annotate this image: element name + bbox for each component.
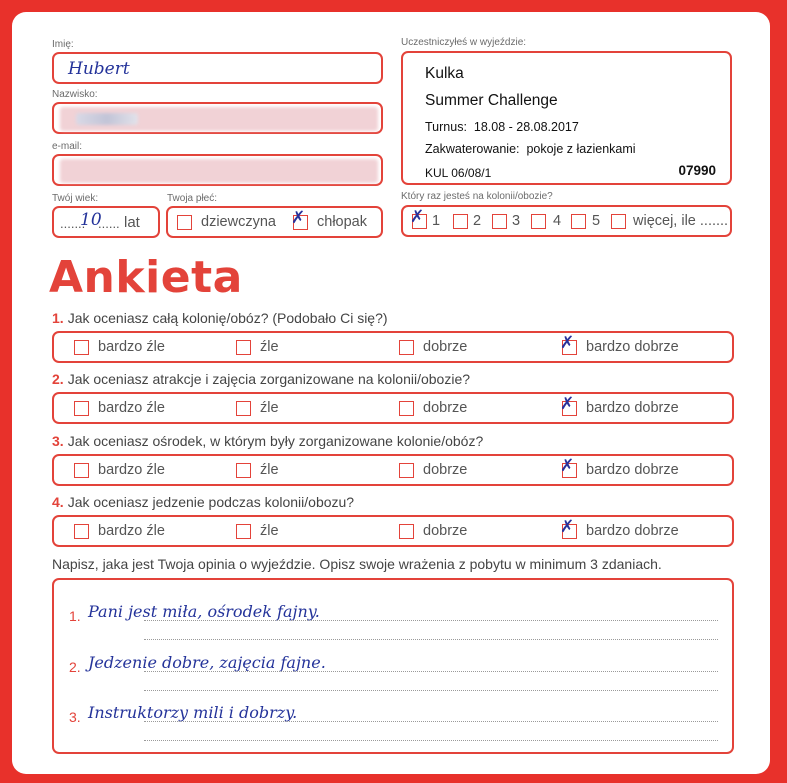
first-name-value: Hubert [68, 59, 130, 79]
rating-option-label: bardzo dobrze [586, 400, 679, 416]
visits-checkbox-3[interactable] [492, 214, 507, 229]
last-name-label: Nazwisko: [52, 89, 98, 100]
check-mark-icon: ✗ [560, 333, 575, 353]
age-label: Twój wiek: [52, 193, 99, 204]
first-name-field[interactable] [52, 52, 383, 84]
rating-option-label: bardzo źle [98, 523, 165, 539]
rating-option-label: bardzo źle [98, 462, 165, 478]
visits-option-2: 2 [473, 213, 482, 229]
question-3-text [52, 433, 483, 449]
rating-option-label: dobrze [423, 339, 468, 355]
question-label: Jak oceniasz całą kolonię/obóz? (Podobało Ci się?) [67, 310, 388, 326]
check-mark-icon: ✗ [560, 394, 575, 414]
question-2-text [52, 371, 470, 387]
visits-option-3: 3 [512, 213, 521, 229]
check-mark-icon: ✗ [410, 207, 425, 227]
rating-option-label: źle [260, 523, 279, 539]
question-label: Jak oceniasz ośrodek, w którym były zorganizowane kolonie/obóz? [67, 433, 484, 449]
rating-checkbox[interactable] [236, 401, 251, 416]
question-number: 1. [52, 310, 64, 326]
gender-checkbox-girl[interactable] [177, 215, 192, 230]
gender-option-girl: dziewczyna [201, 214, 276, 230]
visits-option-4: 4 [553, 213, 562, 229]
rating-checkbox[interactable] [74, 401, 89, 416]
page-title: Ankieta [49, 252, 243, 303]
rating-checkbox[interactable] [236, 524, 251, 539]
writing-line [144, 740, 718, 741]
check-mark-icon: ✗ [291, 208, 306, 228]
opinion-line-number: 3. [69, 709, 81, 725]
redacted-name [76, 113, 138, 125]
writing-line [144, 721, 718, 722]
visits-checkbox-5[interactable] [571, 214, 586, 229]
trip-info-box [401, 51, 732, 185]
gender-label: Twoja płeć: [167, 193, 218, 204]
visits-option-more: więcej, ile ....... [633, 213, 729, 229]
writing-line [144, 690, 718, 691]
trip-label: Uczestniczyłeś w wyjeździe: [401, 37, 527, 48]
question-label: Jak oceniasz atrakcje i zajęcia zorganizowane na kolonii/obozie? [67, 371, 471, 387]
email-label: e-mail: [52, 141, 83, 152]
age-unit: lat [124, 214, 140, 231]
first-name-label: Imię: [52, 39, 74, 50]
rating-checkbox[interactable] [399, 401, 414, 416]
trip-accommodation: Zakwaterowanie: pokoje z łazienkami [425, 142, 636, 156]
last-name-field[interactable] [52, 102, 383, 134]
visits-option-5: 5 [592, 213, 601, 229]
writing-line [144, 671, 718, 672]
opinion-line-text: Jedzenie dobre, zajęcia fajne. [88, 653, 326, 672]
rating-checkbox[interactable] [399, 463, 414, 478]
rating-checkbox[interactable] [399, 340, 414, 355]
question-3-options [52, 454, 734, 486]
opinion-box[interactable] [52, 578, 734, 754]
question-4-options [52, 515, 734, 547]
rating-option-label: bardzo dobrze [586, 523, 679, 539]
rating-checkbox[interactable] [236, 340, 251, 355]
writing-line [144, 620, 718, 621]
writing-line [144, 639, 718, 640]
rating-option-label: źle [260, 400, 279, 416]
rating-option-label: dobrze [423, 462, 468, 478]
visits-option-1: 1 [432, 213, 441, 229]
gender-field [166, 206, 383, 238]
gender-checkbox-boy[interactable] [291, 208, 308, 230]
rating-checkbox[interactable] [560, 394, 577, 416]
rating-option-label: bardzo źle [98, 339, 165, 355]
question-number: 4. [52, 494, 64, 510]
visits-label: Który raz jesteś na kolonii/obozie? [401, 191, 553, 202]
trip-title: Summer Challenge [425, 92, 558, 109]
age-value: 10 [80, 210, 102, 230]
survey-form [12, 12, 770, 774]
rating-checkbox[interactable] [74, 340, 89, 355]
visits-checkbox-2[interactable] [453, 214, 468, 229]
question-number: 2. [52, 371, 64, 387]
visits-checkbox-more[interactable] [611, 214, 626, 229]
rating-checkbox[interactable] [399, 524, 414, 539]
rating-option-label: bardzo dobrze [586, 339, 679, 355]
email-field[interactable] [52, 154, 383, 186]
question-1-text [52, 310, 388, 326]
visits-checkbox-4[interactable] [531, 214, 546, 229]
trip-number: 07990 [678, 163, 716, 178]
opinion-line-number: 1. [69, 608, 81, 624]
rating-option-label: źle [260, 462, 279, 478]
age-field[interactable]: ....... 10 ...... lat [52, 206, 160, 238]
opinion-line-text: Pani jest miła, ośrodek fajny. [88, 602, 320, 621]
opinion-line-text: Instruktorzy mili i dobrzy. [88, 703, 298, 722]
rating-option-label: bardzo źle [98, 400, 165, 416]
check-mark-icon: ✗ [560, 456, 575, 476]
visits-checkbox-1[interactable] [410, 207, 427, 229]
question-4-text [52, 494, 354, 510]
rating-checkbox[interactable] [560, 456, 577, 478]
question-1-options [52, 331, 734, 363]
rating-checkbox[interactable] [560, 517, 577, 539]
trip-code: KUL 06/08/1 [425, 166, 492, 180]
rating-option-label: źle [260, 339, 279, 355]
rating-checkbox[interactable] [236, 463, 251, 478]
rating-option-label: dobrze [423, 523, 468, 539]
trip-name: Kulka [425, 65, 464, 82]
question-2-options [52, 392, 734, 424]
rating-checkbox[interactable] [74, 524, 89, 539]
rating-option-label: bardzo dobrze [586, 462, 679, 478]
check-mark-icon: ✗ [560, 517, 575, 537]
rating-option-label: dobrze [423, 400, 468, 416]
opinion-line-number: 2. [69, 659, 81, 675]
question-label: Jak oceniasz jedzenie podczas kolonii/obozu? [67, 494, 355, 510]
rating-checkbox[interactable] [74, 463, 89, 478]
gender-option-boy: chłopak [317, 214, 367, 230]
trip-turnus: Turnus: 18.08 - 28.08.2017 [425, 120, 579, 134]
opinion-prompt: Napisz, jaka jest Twoja opinia o wyjeździe. Opisz swoje wrażenia z pobytu w minimum 3 zdaniach. [52, 556, 662, 572]
visits-field [401, 205, 732, 237]
rating-checkbox[interactable] [560, 333, 577, 355]
question-number: 3. [52, 433, 64, 449]
